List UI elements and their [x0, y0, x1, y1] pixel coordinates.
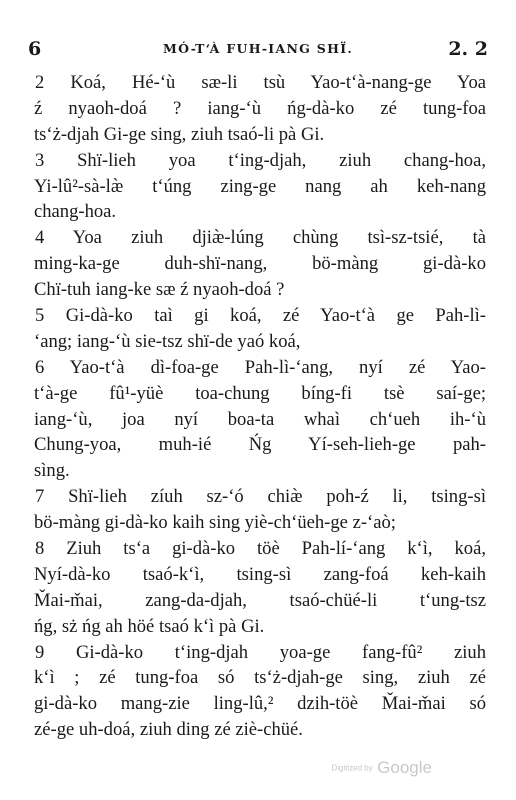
verse	[34, 640, 486, 744]
verse-line: 4 Yoa ziuh djiæ̀-lúng chùng tsì-sz-tsié, tà	[35, 227, 486, 249]
digitization-watermark	[331, 758, 432, 778]
verse-line: ‘ang; iang-‘ù sie-tsz shï-de yaó koá,	[34, 330, 301, 352]
verse-line: 6 Yao-t‘à dì-foa-ge Pah-lì-‘ang, nyí zé Yao-	[35, 356, 486, 378]
verse-line: 9 Gi-dà-ko t‘ing-djah yoa-ge fang-fû² ziuh	[35, 641, 486, 663]
scripture-text	[34, 70, 486, 743]
verse-line: Yi-lû²-sà-læ̀ t‘úng zing-ge nang ah keh-nang	[34, 175, 486, 197]
verse-line: iang-‘ù, joa nyí boa-ta whaì ch‘ueh ih-‘ù	[34, 408, 486, 430]
chapter-verse-marker: 2. 2	[448, 38, 488, 60]
verse	[34, 303, 486, 355]
verse-line: 7 Shï-lieh zíuh sz-‘ó chiæ̀ poh-ź li, tsing-sì	[35, 486, 486, 508]
verse-line: M̌ai-m̌ai, zang-da-djah, tsaó-chüé-li t‘ung-tsz	[34, 589, 486, 611]
verse-line: 5 Gi-dà-ko taì gi koá, zé Yao-t‘à ge Pah-lì-	[35, 305, 486, 327]
running-title: MÓ-T‘À FUH-IANG SHÏ.	[162, 41, 354, 56]
verse-line: 8 Ziuh ts‘a gi-dà-ko töè Pah-lí-‘ang k‘ì, koá,	[35, 538, 486, 560]
verse-line: 2 Koá, Hé-‘ù sæ-li tsù Yao-t‘à-nang-ge Yoa	[35, 72, 486, 93]
verse-line: ts‘ż-djah Gi-ge sing, ziuh tsaó-li pà Gi.	[34, 123, 325, 145]
watermark-prefix: Digitized by	[331, 763, 373, 773]
verse-line: gi-dà-ko mang-zie ling-lû,² dzih-töè M̌ai-m̌ai só	[34, 693, 486, 715]
verse-line: k‘ì ; zé tung-foa só ts‘ż-djah-ge sing, ziuh zé	[34, 667, 486, 689]
verse-line: zé-ge uh-doá, ziuh ding zé ziè-chüé.	[34, 719, 303, 741]
verse	[34, 484, 486, 536]
watermark-logo: Google	[377, 758, 432, 777]
verse-line: bö-màng gi-dà-ko kaih sing yiè-ch‘üeh-ge z-‘aò;	[34, 512, 396, 534]
page-number: 6	[28, 38, 42, 60]
verse-line: 3 Shï-lieh yoa t‘ing-djah, ziuh chang-hoa,	[35, 149, 486, 171]
verse	[34, 536, 486, 640]
verse-line: Chung-yoa, muh-ié Ńg Yí-seh-lieh-ge pah-	[34, 434, 486, 456]
verse-line: Chï-tuh iang-ke sæ ź nyaoh-doá ?	[34, 279, 285, 301]
verse-line: ńg, sż ńg ah höé tsaó k‘ì pà Gi.	[34, 615, 265, 637]
verse	[34, 148, 486, 226]
verse	[34, 70, 486, 148]
verse	[34, 225, 486, 303]
page-header	[28, 38, 488, 64]
verse-line: ź nyaoh-doá ? iang-‘ù ńg-dà-ko zé tung-foa	[34, 97, 486, 119]
verse-line: Nyí-dà-ko tsaó-k‘ì, tsing-sì zang-foá keh-kaih	[34, 563, 486, 585]
verse-line: t‘à-ge fû¹-yüè toa-chung bíng-fi tsè saí-ge;	[34, 382, 486, 404]
verse-line: ming-ka-ge duh-shï-nang, bö-màng gi-dà-ko	[34, 253, 486, 275]
verse-line: chang-hoa.	[34, 201, 117, 223]
verse	[34, 355, 486, 484]
verse-line: sìng.	[34, 460, 70, 482]
